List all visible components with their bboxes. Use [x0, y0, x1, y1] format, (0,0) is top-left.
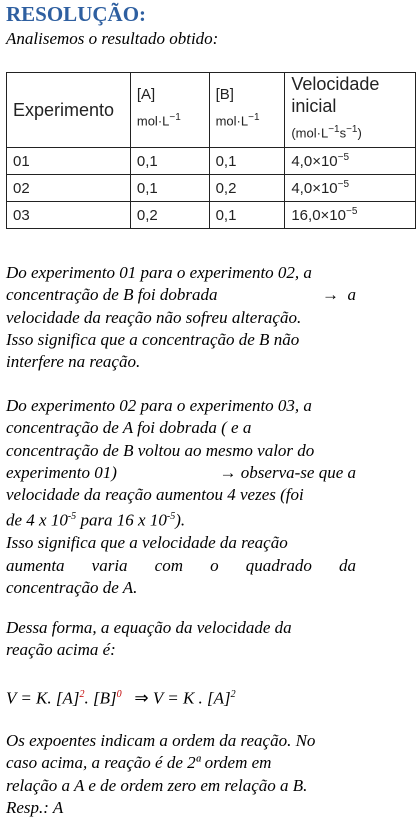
- cell-b: 0,1: [209, 148, 285, 175]
- cell-velocity: $4,0\times 10^{-5}$: [285, 175, 416, 202]
- cell-velocity: $16,0\times 10^{-5}$: [285, 202, 416, 229]
- implies-arrow-icon: ⇒: [134, 688, 149, 708]
- table-header-row: [7, 73, 416, 148]
- header-velocidade: Velocidade inicial $(mol\cdot L^{-1}s^{-1})$: [285, 73, 416, 148]
- header-experimento: Experimento: [7, 73, 131, 148]
- cell-b: 0,1: [209, 202, 285, 229]
- page-heading: RESOLUÇÃO:: [6, 2, 147, 26]
- arrow-right-icon: →: [219, 462, 237, 482]
- cell-b: 0,2: [209, 175, 285, 202]
- answer-text: Resp.: A: [6, 797, 64, 817]
- rate-equation: V = K. $[A]^2$. $[B]^0$ ⇒ V = K . $[A]^2$: [6, 688, 236, 708]
- table-row: [7, 148, 416, 175]
- cell-a: 0,1: [130, 148, 209, 175]
- paragraph-equation-intro: Dessa forma, a equação da velocidade da reação acima é:: [6, 618, 292, 660]
- experiment-table: [6, 72, 416, 229]
- paragraph-a-analysis: Do experimento 02 para o experimento 03, a concentração de A foi dobrada ( e a concentração de B voltou ao mesmo valor do experimento 01) → observa-se que a velocidade da reação aumentou 4 vezes (foi de 4 x $10^{-5}$ para 16 x $10^{-5}$). Isso significa que a velocidade da reação aumenta varia com o quadrado da concentração de A.: [6, 396, 356, 598]
- cell-exp: 03: [7, 202, 131, 229]
- cell-a: 0,2: [130, 202, 209, 229]
- paragraph-conclusion: Os expoentes indicam a ordem da reação. No caso acima, a reação é de 2ª ordem em relação a A e de ordem zero em relação a B. Resp.: A: [6, 730, 356, 819]
- cell-a: 0,1: [130, 175, 209, 202]
- intro-text: Analisemos o resultado obtido:: [6, 29, 219, 48]
- cell-velocity: $4,0\times 10^{-5}$: [285, 148, 416, 175]
- arrow-right-icon: →: [322, 285, 339, 305]
- paragraph-b-analysis: Do experimento 01 para o experimento 02, a concentração de B foi dobrada → a velocidade da reação não sofreu alteração. Isso significa que a concentração de B não interfere na reação.: [6, 263, 356, 372]
- cell-exp: 02: [7, 175, 131, 202]
- header-concentration-a: [A] $mol\cdot L^{-1}$: [130, 73, 209, 148]
- cell-exp: 01: [7, 148, 131, 175]
- header-concentration-b: [B] $mol\cdot L^{-1}$: [209, 73, 285, 148]
- table-row: [7, 202, 416, 229]
- table-row: [7, 175, 416, 202]
